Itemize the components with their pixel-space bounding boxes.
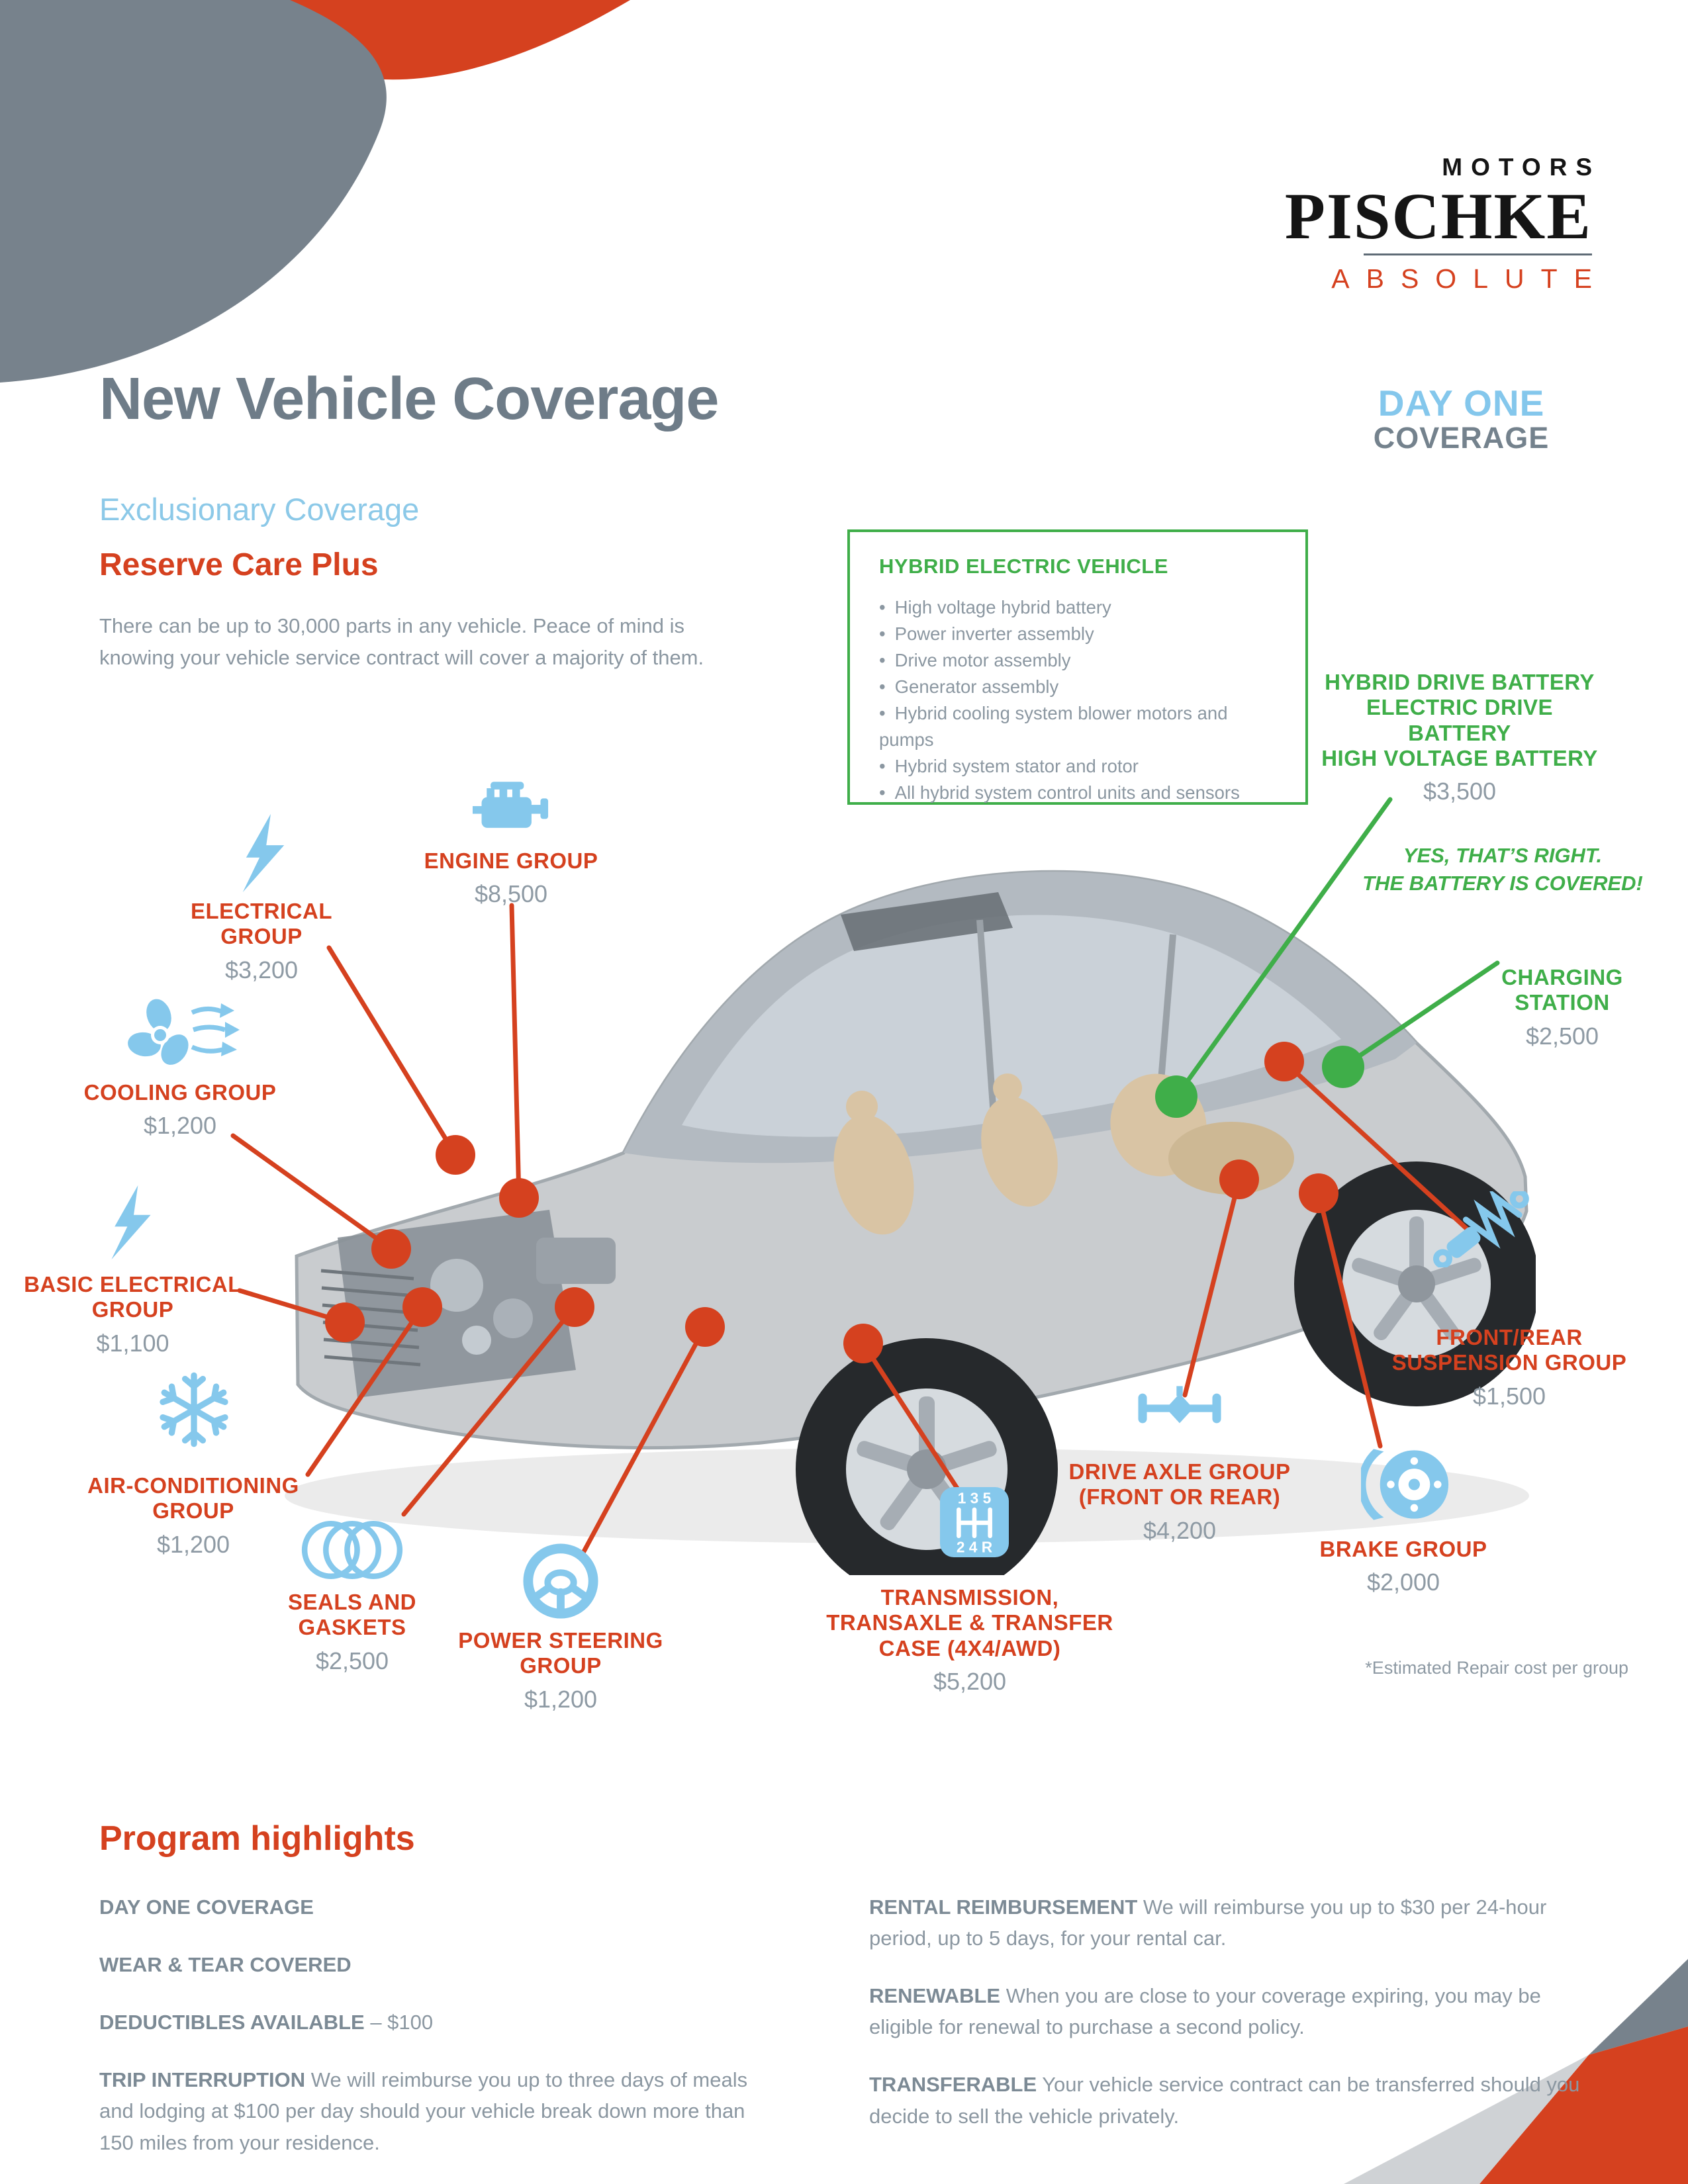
group-name bbox=[64, 1473, 322, 1524]
callout-line-drive-axle bbox=[1185, 1179, 1239, 1395]
callout-dot-seals bbox=[555, 1287, 594, 1327]
day-one-line2: COVERAGE bbox=[1373, 421, 1550, 455]
logo-absolute-text: ABSOLUTE bbox=[1331, 263, 1609, 294]
group-name-line: CASE (4X4/AWD) bbox=[878, 1635, 1061, 1661]
callout-dot-suspension bbox=[1264, 1042, 1304, 1081]
group-name bbox=[19, 1272, 247, 1323]
callout-drive-axle-group bbox=[1054, 1459, 1305, 1545]
group-price: $2,000 bbox=[1366, 1569, 1440, 1596]
brake-disc-icon bbox=[1361, 1440, 1450, 1529]
callout-basic-electrical-group bbox=[19, 1272, 247, 1357]
group-price: $5,200 bbox=[933, 1667, 1007, 1695]
battery-covered-note bbox=[1350, 842, 1655, 897]
group-name bbox=[142, 899, 381, 950]
program-item-label: DEDUCTIBLES AVAILABLE bbox=[99, 2011, 365, 2034]
program-item bbox=[99, 1949, 771, 1980]
note-line: THE BATTERY IS COVERED! bbox=[1362, 871, 1643, 895]
group-price: $1,500 bbox=[1472, 1382, 1546, 1410]
group-name-line: TRANSAXLE & TRANSFER bbox=[826, 1610, 1113, 1635]
callout-cooling-group bbox=[34, 1080, 326, 1140]
program-item-text: We will reimburse you up to $30 per 24-hour period, up to 5 days, for your rental car. bbox=[869, 1895, 1547, 1950]
group-name-line: FRONT/REAR bbox=[1436, 1325, 1583, 1349]
group-name-line: GROUP bbox=[520, 1653, 602, 1678]
group-price: $4,200 bbox=[1143, 1516, 1217, 1544]
callout-dot-cooling bbox=[371, 1229, 411, 1269]
group-price: $2,500 bbox=[1525, 1022, 1599, 1050]
intro-line1: There can be up to 30,000 parts in any vehicle. Peace of mind is bbox=[99, 614, 685, 637]
list-item: • All hybrid system control units and sensors bbox=[879, 780, 1287, 806]
logo-name-text: PISCHKE bbox=[1284, 179, 1592, 253]
logo-motors-text: MOTORS bbox=[1442, 154, 1601, 181]
callout-engine-group bbox=[379, 848, 643, 908]
engine-icon bbox=[473, 778, 549, 836]
callout-line-cooling bbox=[233, 1136, 391, 1249]
group-name: BRAKE GROUP bbox=[1319, 1537, 1487, 1561]
group-name-line: GROUP bbox=[152, 1498, 234, 1524]
gearshift-bottom-label: 2 4 R bbox=[956, 1538, 993, 1556]
group-name-line: STATION bbox=[1515, 990, 1610, 1015]
group-name-line: BASIC ELECTRICAL bbox=[24, 1272, 242, 1297]
callout-transmission-group bbox=[804, 1585, 1135, 1696]
group-name bbox=[804, 1585, 1135, 1661]
callout-line-transmission bbox=[863, 1343, 961, 1494]
program-item bbox=[99, 2007, 771, 2038]
callout-dot-electrical bbox=[436, 1135, 475, 1175]
page-title: New Vehicle Coverage bbox=[99, 366, 719, 432]
group-name bbox=[1370, 1325, 1648, 1376]
group-price: $8,500 bbox=[474, 880, 548, 908]
gearshift-icon bbox=[940, 1486, 1009, 1558]
program-item-label: RENEWABLE bbox=[869, 1984, 1001, 2008]
subtitle-exclusionary: Exclusionary Coverage bbox=[99, 492, 420, 527]
program-item-text: When you are close to your coverage expiring, you may be eligible for renewal to purchase a second policy. bbox=[869, 1984, 1541, 2039]
list-item: • High voltage hybrid battery bbox=[879, 594, 1287, 621]
callout-line-power-steering bbox=[583, 1327, 705, 1554]
group-name bbox=[442, 1628, 680, 1679]
group-name bbox=[1054, 1459, 1305, 1510]
program-highlights-left-column bbox=[99, 1891, 771, 2184]
callout-power-steering-group bbox=[442, 1628, 680, 1713]
callout-dot-transmission bbox=[843, 1324, 883, 1363]
group-name-line: HYBRID DRIVE BATTERY bbox=[1325, 670, 1595, 694]
gearshift-top-label: 1 3 5 bbox=[957, 1489, 992, 1507]
program-item-text: – $100 bbox=[364, 2011, 434, 2034]
group-name-line: CHARGING bbox=[1501, 965, 1623, 989]
shock-absorber-icon bbox=[1423, 1191, 1539, 1267]
group-price: $1,100 bbox=[96, 1329, 169, 1357]
note-line: YES, THAT’S RIGHT. bbox=[1403, 844, 1603, 867]
group-name-line: ELECTRICAL bbox=[191, 899, 332, 923]
group-name-line: (FRONT OR REAR) bbox=[1078, 1484, 1281, 1510]
group-name-line: SEALS AND bbox=[288, 1590, 416, 1614]
intro-line2: knowing your vehicle service contract will cover a majority of them. bbox=[99, 646, 704, 670]
group-name-line: TRANSMISSION, bbox=[880, 1585, 1059, 1610]
program-item-text: We will reimburse you up to three days of meals and lodging at $100 per day should your vehicle break down more than 150 miles from your residence. bbox=[99, 2068, 748, 2154]
callout-air-conditioning-group bbox=[64, 1473, 322, 1559]
callout-dot-drive-axle bbox=[1219, 1160, 1259, 1199]
group-name-line: HIGH VOLTAGE BATTERY bbox=[1321, 745, 1598, 770]
group-price: $1,200 bbox=[156, 1530, 230, 1558]
group-name-line: POWER STEERING bbox=[458, 1628, 663, 1653]
snowflake-icon bbox=[153, 1369, 235, 1451]
group-name-line: GROUP bbox=[91, 1297, 174, 1322]
group-name-line: DRIVE AXLE GROUP bbox=[1068, 1459, 1291, 1484]
program-item-label: WEAR & TEAR COVERED bbox=[99, 1953, 352, 1977]
callout-dot-battery bbox=[1155, 1075, 1197, 1118]
callout-line-air-conditioning bbox=[308, 1307, 422, 1475]
day-one-line1: DAY ONE bbox=[1378, 383, 1545, 424]
group-name bbox=[1317, 670, 1602, 771]
steering-wheel-icon bbox=[522, 1542, 600, 1620]
program-item-label: TRIP INTERRUPTION bbox=[99, 2068, 306, 2092]
program-item-label: DAY ONE COVERAGE bbox=[99, 1895, 314, 1919]
group-name-line: GASKETS bbox=[298, 1615, 406, 1640]
program-item-label: RENTAL REIMBURSEMENT bbox=[869, 1895, 1138, 1919]
group-name bbox=[1463, 965, 1662, 1016]
callout-dot-basic-electrical bbox=[325, 1302, 365, 1342]
group-price: $3,500 bbox=[1423, 778, 1497, 805]
callout-brake-group bbox=[1288, 1537, 1519, 1596]
drive-axle-icon bbox=[1133, 1383, 1226, 1433]
group-name-line: GROUP bbox=[220, 924, 303, 949]
group-price: $1,200 bbox=[143, 1112, 217, 1140]
program-item-text: Your vehicle service contract can be transferred should you decide to sell the vehicle privately. bbox=[869, 2073, 1580, 2128]
program-highlights-right-column bbox=[869, 1891, 1594, 2158]
list-item: • Hybrid system stator and rotor bbox=[879, 753, 1287, 780]
callout-dot-brake bbox=[1299, 1173, 1338, 1213]
subtitle-reserve-care-plus: Reserve Care Plus bbox=[99, 547, 379, 582]
estimated-cost-footnote: *Estimated Repair cost per group bbox=[1365, 1658, 1628, 1678]
list-item: • Hybrid cooling system blower motors and pumps bbox=[879, 700, 1287, 753]
program-highlights-title: Program highlights bbox=[99, 1819, 415, 1858]
lightning-icon bbox=[238, 813, 289, 893]
callout-dot-air-conditioning bbox=[402, 1287, 442, 1327]
lightning-icon bbox=[107, 1185, 155, 1260]
callout-line-engine bbox=[512, 905, 519, 1198]
list-item: • Generator assembly bbox=[879, 674, 1287, 700]
program-item bbox=[869, 2069, 1594, 2131]
callout-electrical-group bbox=[142, 899, 381, 984]
hybrid-box-title: HYBRID ELECTRIC VEHICLE bbox=[879, 555, 1168, 578]
group-name bbox=[246, 1590, 458, 1641]
program-item bbox=[99, 1891, 771, 1923]
group-name: ENGINE GROUP bbox=[424, 848, 598, 873]
list-item: • Drive motor assembly bbox=[879, 647, 1287, 674]
callout-dot-power-steering bbox=[685, 1307, 725, 1347]
callout-dot-engine bbox=[499, 1178, 539, 1218]
callout-suspension-group bbox=[1370, 1325, 1648, 1410]
program-item bbox=[99, 2064, 771, 2158]
group-name-line: SUSPENSION GROUP bbox=[1391, 1350, 1627, 1375]
list-item: • Power inverter assembly bbox=[879, 621, 1287, 647]
group-price: $1,200 bbox=[524, 1685, 598, 1713]
group-name: COOLING GROUP bbox=[83, 1080, 277, 1105]
callout-charging-station bbox=[1463, 965, 1662, 1050]
group-name-line: ELECTRIC DRIVE BATTERY bbox=[1366, 695, 1554, 745]
cooling-fan-icon bbox=[127, 993, 246, 1077]
callout-dot-charging bbox=[1322, 1046, 1364, 1088]
program-item bbox=[869, 1980, 1594, 2042]
group-price: $2,500 bbox=[315, 1647, 389, 1674]
program-item-label: TRANSFERABLE bbox=[869, 2073, 1037, 2097]
group-price: $3,200 bbox=[224, 956, 299, 983]
callout-hybrid-battery bbox=[1317, 670, 1602, 805]
callout-seals-gaskets bbox=[246, 1590, 458, 1675]
group-name-line: AIR-CONDITIONING bbox=[87, 1473, 299, 1498]
callout-line-seals bbox=[404, 1307, 575, 1514]
program-item bbox=[869, 1891, 1594, 1954]
